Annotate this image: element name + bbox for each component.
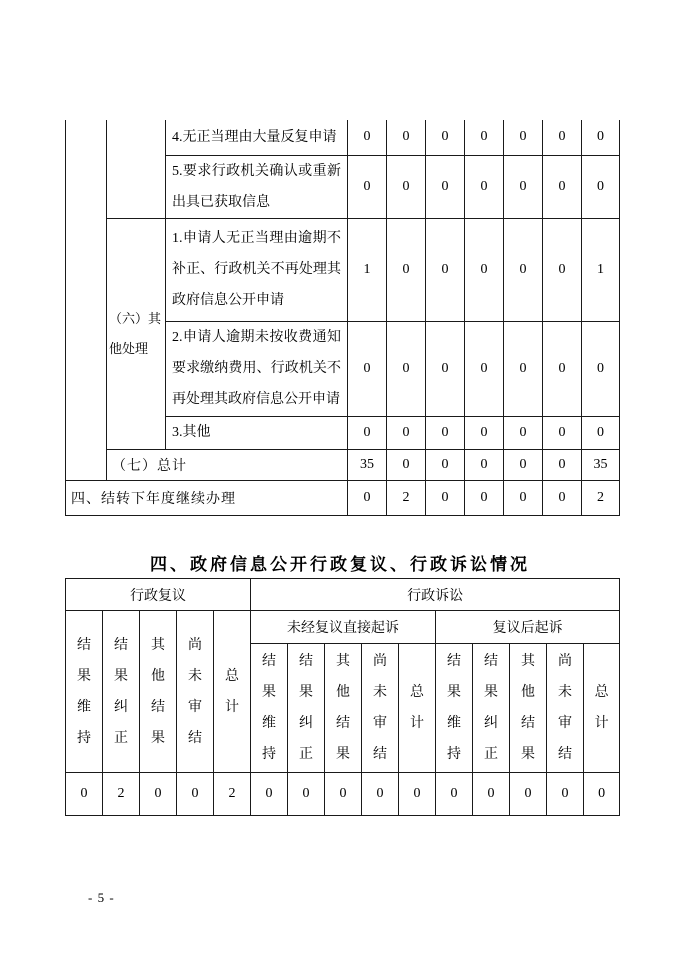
row-label-cell: 1.申请人无正当理由逾期不补正、行政机关不再处理其政府信息公开申请 — [166, 218, 348, 321]
value-cell: 0 — [465, 155, 504, 218]
value-cell: 0 — [348, 480, 387, 515]
litigation-header-cell: 行政诉讼 — [251, 579, 620, 611]
column-header-text: 结果维持 — [77, 637, 91, 746]
value-cell: 0 — [348, 321, 387, 416]
column-header-text: 结果纠正 — [299, 654, 314, 762]
data-cell: 0 — [547, 773, 584, 816]
value-cell: 0 — [426, 218, 465, 321]
value-cell: 0 — [504, 120, 543, 155]
value-cell: 0 — [426, 449, 465, 480]
column-header-text: 总计 — [594, 685, 609, 731]
column-header-text: 结果纠正 — [484, 654, 499, 762]
value-cell: 0 — [387, 218, 426, 321]
row-label-cell: 2.申请人逾期未按收费通知要求缴纳费用、行政机关不再处理其政府信息公开申请 — [166, 321, 348, 416]
column-header-text: 总计 — [410, 685, 425, 731]
continued-section-cell — [66, 120, 107, 480]
value-cell: 0 — [387, 449, 426, 480]
total-label-cell: （七）总计 — [107, 449, 348, 480]
value-cell: 2 — [387, 480, 426, 515]
column-header-cell — [399, 644, 436, 773]
value-cell: 0 — [504, 449, 543, 480]
data-cell: 0 — [325, 773, 362, 816]
column-header-cell — [325, 644, 362, 773]
value-cell: 1 — [582, 218, 620, 321]
value-cell: 0 — [465, 321, 504, 416]
column-header-text: 其他结果 — [521, 654, 536, 762]
value-cell: 0 — [348, 120, 387, 155]
column-header-cell — [362, 644, 399, 773]
column-header-cell — [473, 644, 510, 773]
column-header-cell — [436, 644, 473, 773]
page-number: - 5 - — [88, 890, 115, 905]
value-cell: 0 — [504, 321, 543, 416]
column-header-cell — [140, 611, 177, 773]
column-header-text: 总计 — [225, 668, 240, 715]
value-cell: 0 — [426, 416, 465, 449]
value-cell: 0 — [465, 120, 504, 155]
column-header-cell — [251, 644, 288, 773]
table-row — [66, 611, 620, 644]
value-cell: 0 — [582, 416, 620, 449]
column-header-text: 尚未审结 — [558, 654, 573, 762]
data-cell: 0 — [362, 773, 399, 816]
data-cell: 0 — [436, 773, 473, 816]
value-cell: 0 — [543, 416, 582, 449]
data-cell: 2 — [103, 773, 140, 816]
data-cell: 0 — [288, 773, 325, 816]
value-cell: 0 — [543, 480, 582, 515]
column-header-text: 尚未审结 — [188, 637, 202, 746]
value-cell: 0 — [504, 218, 543, 321]
data-cell: 0 — [66, 773, 103, 816]
row-label-cell: 5.要求行政机关确认或重新出具已获取信息 — [166, 155, 348, 218]
value-cell: 0 — [426, 321, 465, 416]
data-cell: 2 — [214, 773, 251, 816]
value-cell: 0 — [543, 321, 582, 416]
direct-suit-header-cell: 未经复议直接起诉 — [251, 611, 436, 644]
value-cell: 1 — [348, 218, 387, 321]
table-row — [66, 120, 620, 155]
data-row — [66, 773, 620, 816]
column-header-cell — [584, 644, 620, 773]
carryover-row — [66, 480, 620, 515]
data-cell: 0 — [510, 773, 547, 816]
column-header-text: 结果维持 — [447, 654, 462, 762]
row-label-cell: 3.其他 — [166, 416, 348, 449]
total-row — [66, 449, 620, 480]
data-cell: 0 — [140, 773, 177, 816]
review-header-cell: 行政复议 — [66, 579, 251, 611]
data-cell: 0 — [473, 773, 510, 816]
column-header-cell — [510, 644, 547, 773]
carryover-label-cell: 四、结转下年度继续办理 — [66, 480, 348, 515]
value-cell: 0 — [465, 449, 504, 480]
column-header-cell — [177, 611, 214, 773]
column-header-text: 结果纠正 — [114, 637, 128, 746]
column-header-text: 尚未审结 — [373, 654, 388, 762]
table-row — [66, 218, 620, 321]
column-header-cell — [103, 611, 140, 773]
section-title: 四、政府信息公开行政复议、行政诉讼情况 — [150, 555, 530, 574]
value-cell: 0 — [582, 155, 620, 218]
value-cell: 0 — [543, 449, 582, 480]
table-row — [66, 579, 620, 611]
row-label-cell: 4.无正当理由大量反复申请 — [166, 120, 348, 155]
column-header-cell — [214, 611, 251, 773]
group-label-cell: （六）其他处理 — [107, 218, 166, 449]
value-cell: 0 — [582, 120, 620, 155]
column-header-cell — [288, 644, 325, 773]
value-cell: 0 — [348, 155, 387, 218]
value-cell: 0 — [543, 218, 582, 321]
value-cell: 0 — [504, 155, 543, 218]
value-cell: 0 — [387, 416, 426, 449]
value-cell: 0 — [387, 155, 426, 218]
value-cell: 0 — [465, 480, 504, 515]
value-cell: 0 — [504, 416, 543, 449]
value-cell: 0 — [426, 480, 465, 515]
value-cell: 0 — [543, 155, 582, 218]
value-cell: 0 — [426, 120, 465, 155]
column-header-text: 其他结果 — [151, 637, 165, 746]
applications-handling-table — [65, 120, 620, 516]
column-header-text: 其他结果 — [336, 654, 351, 762]
value-cell: 0 — [387, 120, 426, 155]
continued-group-cell — [107, 120, 166, 218]
value-cell: 0 — [504, 480, 543, 515]
column-header-cell — [547, 644, 584, 773]
value-cell: 0 — [465, 218, 504, 321]
value-cell: 0 — [543, 120, 582, 155]
post-review-suit-header-cell: 复议后起诉 — [436, 611, 620, 644]
column-header-cell — [66, 611, 103, 773]
value-cell: 0 — [426, 155, 465, 218]
data-cell: 0 — [584, 773, 620, 816]
data-cell: 0 — [251, 773, 288, 816]
value-cell: 35 — [582, 449, 620, 480]
review-litigation-table — [65, 578, 620, 816]
data-cell: 0 — [177, 773, 214, 816]
column-header-text: 结果维持 — [262, 654, 277, 762]
data-cell: 0 — [399, 773, 436, 816]
value-cell: 0 — [387, 321, 426, 416]
value-cell: 35 — [348, 449, 387, 480]
value-cell: 0 — [465, 416, 504, 449]
value-cell: 2 — [582, 480, 620, 515]
value-cell: 0 — [348, 416, 387, 449]
value-cell: 0 — [582, 321, 620, 416]
